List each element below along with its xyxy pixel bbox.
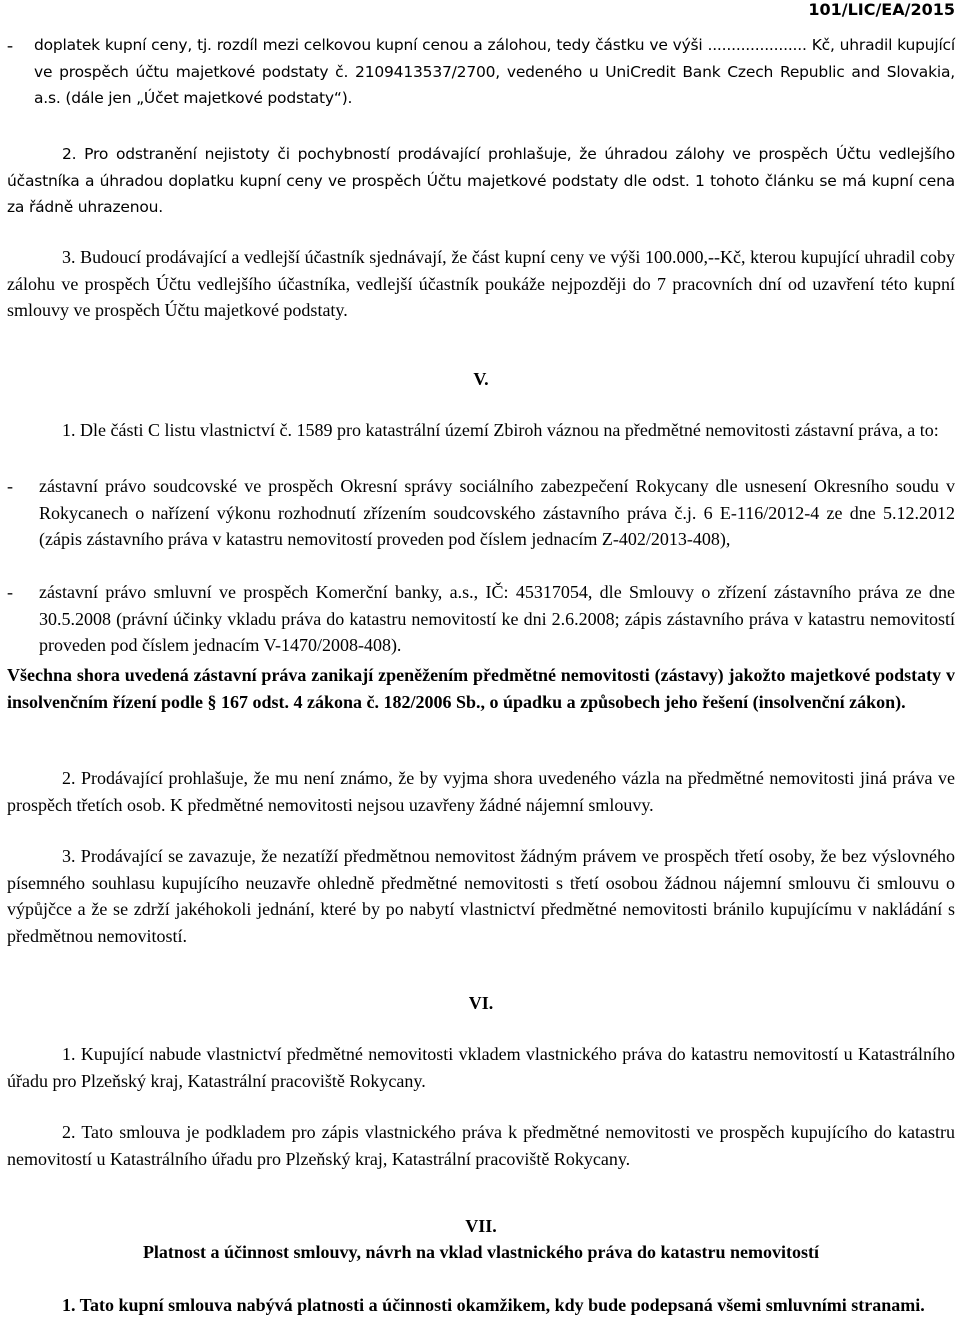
section-vi-paragraph-1: 1. Kupující nabude vlastnictví předmětné nemovitosti vkladem vlastnického práva do katastru nemovitostí u Katastrálního úřadu pro Plzeňský kraj, Katastrální pracoviště Rokycany. bbox=[7, 1044, 955, 1091]
section-v-paragraph-2: 2. Prodávající prohlašuje, že mu není známo, že by vyjma shora uvedeného vázla na předmětné nemovitosti jiná práva ve prospěch třetích osob. K předmětné nemovitosti nejsou uzavřeny žádné nájemní smlouvy. bbox=[7, 768, 955, 815]
section-v-paragraph-1: 1. Dle části C listu vlastnictví č. 1589 pro katastrální území Zbiroh váznou na předmětné nemovitosti zástavní práva, a to: bbox=[62, 420, 939, 440]
liens-extinction-note: Všechna shora uvedená zástavní práva zanikají zpeněžením předmětné nemovitosti (zástavy) jakožto majetkové podstaty v insolvenčním řízení podle § 167 odst. 4 zákona č. 182/2006 Sb., o úpadku a způsobech jeho řešení (insolvenční zákon). bbox=[7, 665, 955, 712]
document-id: 101/LIC/EA/2015 bbox=[808, 0, 955, 19]
section-vii-paragraph-1: 1. Tato kupní smlouva nabývá platnosti a účinnosti okamžikem, kdy bude podepsaná všemi smluvními stranami. bbox=[62, 1295, 925, 1315]
section-v-paragraph-3: 3. Prodávající se zavazuje, že nezatíží předmětnou nemovitost žádným právem ve prospěch třetí osoby, že bez výslovného písemného souhlasu kupujícího neuzavře ohledně předmětné nemovitosti s třetí osobou žádnou nájemní smlouvu či smlouvu o výpůjčce a že se zdrží jakéhokoli jednání, které by po nabytí vlastnictví předmětné nemovitosti bránilo kupujícímu v nakládání s předmětnou nemovitostí. bbox=[7, 846, 955, 946]
lien-2-text: zástavní právo smluvní ve prospěch Komerční banky, a.s., IČ: 45317054, dle Smlouvy o zřízení zástavního práva ze dne 30.5.2008 (právní účinky vkladu práva do katastru nemovitostí ke dni 2.6.2008; zápis zástavního práva v katastru nemovitostí proveden pod číslem jednacím V-1470/2008-408). bbox=[39, 582, 955, 655]
section-v-heading: V. bbox=[473, 369, 489, 389]
list-dash: - bbox=[7, 476, 13, 496]
lien-item-1 bbox=[7, 473, 955, 553]
lien-1-text: zástavní právo soudcovské ve prospěch Okresní správy sociálního zabezpečení Rokycany dle usnesení Okresního soudu v Rokycanech o nařízení výkonu rozhodnutí zřízením soudcovského zástavního práva č.j. 6 E-116/2012-4 ze dne 5.12.2012 (zápis zástavního práva v katastru nemovitostí proveden pod číslem jednacím Z-402/2013-408), bbox=[39, 476, 955, 549]
section-vi-paragraph-2: 2. Tato smlouva je podkladem pro zápis vlastnického práva k předmětné nemovitosti ve prospěch kupujícího do katastru nemovitostí u Katastrálního úřadu pro Plzeňský kraj, Katastrální pracoviště Rokycany. bbox=[7, 1122, 955, 1169]
doplatek-text: doplatek kupní ceny, tj. rozdíl mezi celkovou kupní cenou a zálohou, tedy částku ve výši ..................... Kč, uhradil kupující ve prospěch účtu majetkové podstaty č. 2109413537/2700, vedeného u UniCredit Bank Czech Republic and Slovakia, a.s. (dále jen „Účet majetkové podstaty“). bbox=[34, 36, 955, 107]
paragraph-3: 3. Budoucí prodávající a vedlejší účastník sjednávají, že část kupní ceny ve výši 100.000,--Kč, kterou kupující uhradil coby zálohu ve prospěch Účtu vedlejšího účastníka, vedlejší účastník poukáže nejpozději do 7 pracovních dní od uzavření této kupní smlouvy ve prospěch Účtu majetkové podstaty. bbox=[7, 247, 955, 320]
list-item-doplatek bbox=[7, 32, 955, 112]
paragraph-2: 2. Pro odstranění nejistoty či pochybností prodávající prohlašuje, že úhradou zálohy ve prospěch Účtu vedlejšího účastníka a úhradou doplatku kupní ceny ve prospěch Účtu majetkové podstaty dle odst. 1 tohoto článku se má kupní cena za řádně uhrazenou. bbox=[7, 145, 955, 216]
section-vii-subheading: Platnost a účinnost smlouvy, návrh na vklad vlastnického práva do katastru nemovitostí bbox=[142, 1242, 820, 1262]
lien-item-2 bbox=[7, 579, 955, 659]
section-vii-heading: VII. bbox=[465, 1216, 497, 1236]
list-dash: - bbox=[7, 35, 13, 55]
section-vi-heading: VI. bbox=[468, 993, 494, 1013]
list-dash: - bbox=[7, 582, 13, 602]
